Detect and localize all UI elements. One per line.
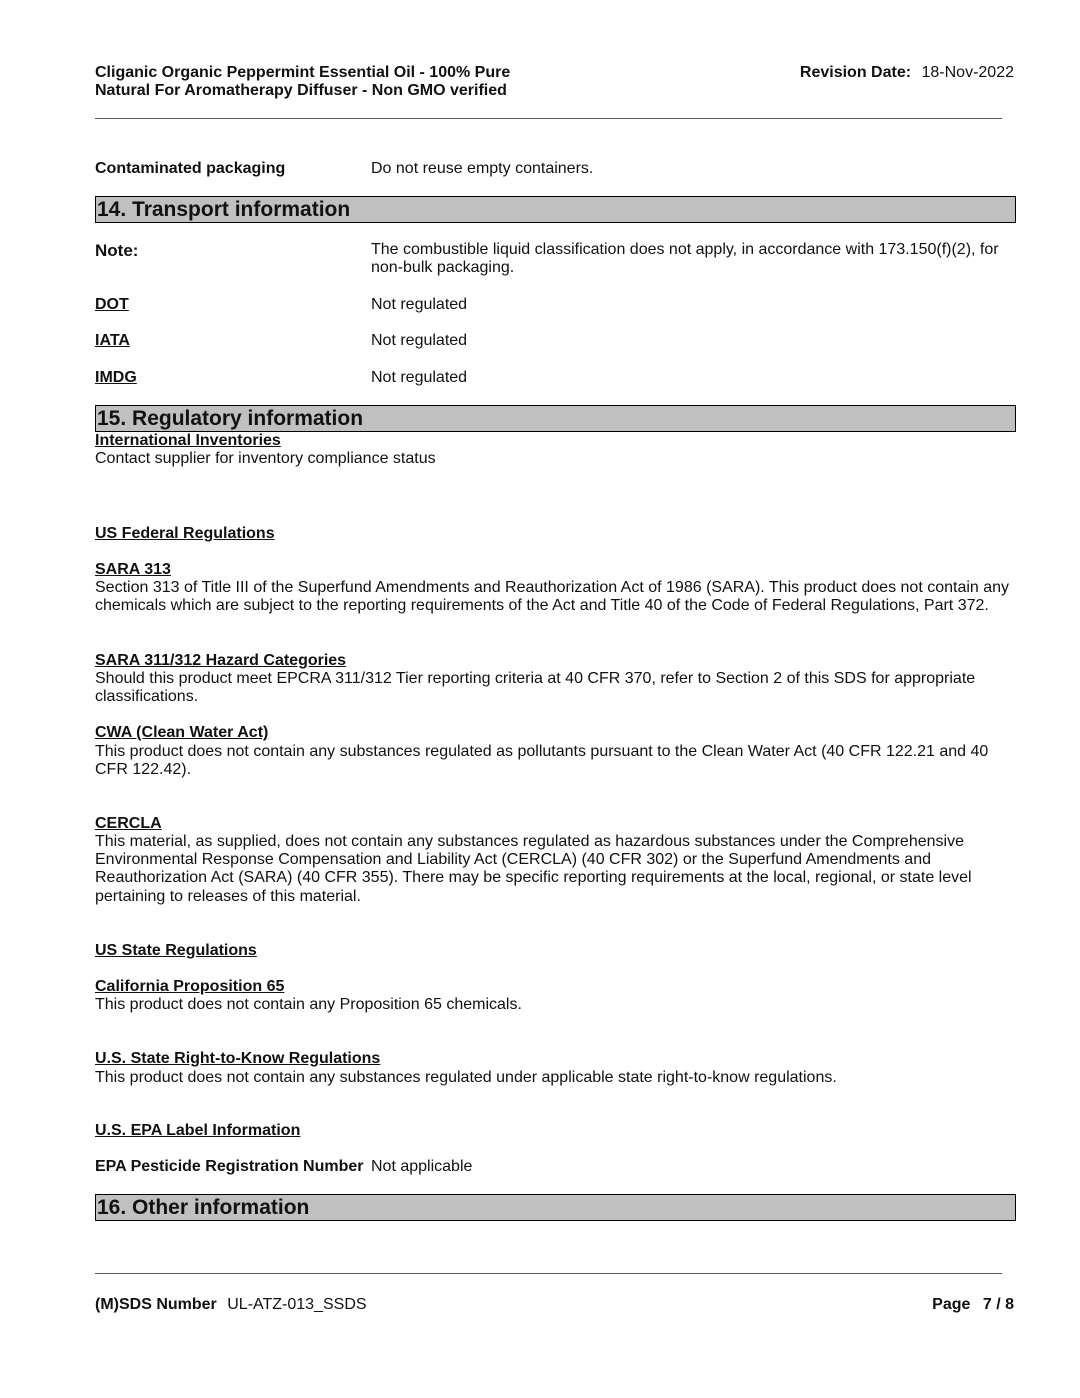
product-name-line1: Cliganic Organic Peppermint Essential Oil - 100% Pure: [95, 64, 511, 81]
transport-note-value: The combustible liquid classification does not apply, in accordance with 173.150(f)(2), for non-bulk packaging.: [371, 241, 999, 276]
sara-313-text: Section 313 of Title III of the Superfund Amendments and Reauthorization Act of 1986 (SARA). This product does not contain any chemicals which are subject to the reporting requirements of the Act and Title 40 of the Code of Federal Regulations, Part 372.: [95, 579, 1010, 615]
transport-note-label: Note:: [95, 241, 139, 260]
intl-inventories-text: Contact supplier for inventory compliance status: [95, 450, 436, 467]
page-number-value: 7 / 8: [982, 1296, 1014, 1313]
transport-dot-label: DOT: [95, 296, 129, 313]
right-to-know-heading: U.S. State Right-to-Know Regulations: [95, 1050, 381, 1067]
sara-313-heading: SARA 313: [95, 561, 171, 578]
sara-311-text: Should this product meet EPCRA 311/312 Tier reporting criteria at 40 CFR 370, refer to Section 2 of this SDS for appropriate classifications.: [95, 670, 976, 706]
cercla-text: This material, as supplied, does not contain any substances regulated as hazardous substances under the Comprehensive Environmental Response Compensation and Liability Act (CERCLA) (40 CFR 302) or the Superfund Amendments and Reauthorization Act (SARA) (40 CFR 355). There may be specific reporting requirements at the local, regional, or state level pertaining to releases of this material.: [95, 833, 972, 905]
header-rule: [95, 118, 1002, 119]
page-number: [932, 1296, 1014, 1314]
revision-date-value: 18-Nov-2022: [921, 64, 1014, 81]
product-name: [95, 64, 510, 100]
section-15-header: 15. Regulatory information: [95, 405, 1016, 432]
section-16-header: 16. Other information: [95, 1194, 1016, 1221]
contaminated-packaging-label: Contaminated packaging: [95, 160, 286, 177]
sara-311-heading: SARA 311/312 Hazard Categories: [95, 652, 347, 669]
epa-label-heading: U.S. EPA Label Information: [95, 1122, 301, 1139]
revision-date: [800, 64, 1014, 82]
epa-registration-label: EPA Pesticide Registration Number: [95, 1158, 364, 1175]
cwa-text: This product does not contain any substances regulated as pollutants pursuant to the Clean Water Act (40 CFR 122.21 and 40 CFR 122.42).: [95, 743, 989, 779]
product-name-line2: Natural For Aromatherapy Diffuser - Non GMO verified: [95, 82, 507, 99]
transport-imdg-value: Not regulated: [371, 369, 468, 386]
transport-imdg-label: IMDG: [95, 369, 137, 386]
right-to-know-text: This product does not contain any substances regulated under applicable state right-to-know regulations.: [95, 1069, 837, 1086]
intl-inventories-heading: International Inventories: [95, 432, 281, 449]
us-state-heading: US State Regulations: [95, 942, 257, 959]
transport-iata-label: IATA: [95, 332, 130, 349]
transport-dot-value: Not regulated: [371, 296, 468, 313]
cwa-heading: CWA (Clean Water Act): [95, 724, 269, 741]
cercla-heading: CERCLA: [95, 815, 162, 832]
page-number-label: Page: [932, 1296, 971, 1313]
us-federal-heading: US Federal Regulations: [95, 525, 275, 542]
prop65-text: This product does not contain any Proposition 65 chemicals.: [95, 996, 522, 1013]
sds-number-label: (M)SDS Number: [95, 1296, 217, 1313]
transport-iata-value: Not regulated: [371, 332, 468, 349]
section-14-header: 14. Transport information: [95, 196, 1016, 223]
prop65-heading: California Proposition 65: [95, 978, 285, 995]
epa-registration-value: Not applicable: [371, 1158, 473, 1175]
footer-rule: [95, 1273, 1002, 1274]
sds-number-value: UL-ATZ-013_SSDS: [227, 1296, 367, 1313]
contaminated-packaging-value: Do not reuse empty containers.: [371, 160, 594, 177]
sds-number: [95, 1296, 367, 1314]
revision-date-label: Revision Date:: [799, 64, 912, 81]
